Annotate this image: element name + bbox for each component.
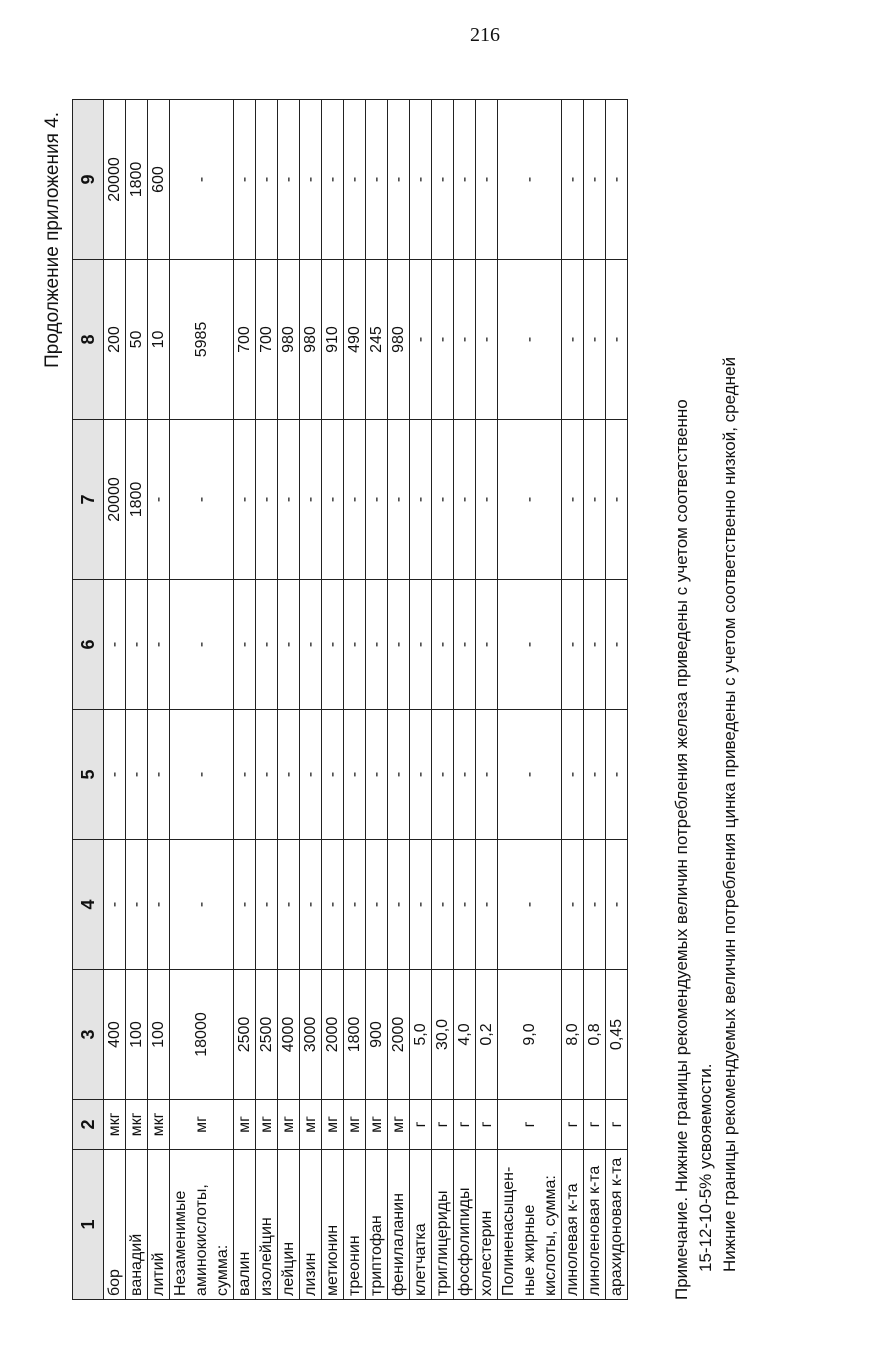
- column-header: 8: [73, 260, 104, 420]
- table-cell: -: [278, 580, 300, 710]
- note-line-2: 15-12-10-5% усвояемости.: [696, 1063, 715, 1272]
- table-cell: -: [170, 580, 234, 710]
- row-name-cell: триглицериды: [432, 1150, 454, 1300]
- table-cell: -: [344, 100, 366, 260]
- table-cell: 400: [104, 970, 126, 1100]
- table-cell: -: [584, 420, 606, 580]
- table-cell: г: [562, 1100, 584, 1150]
- table-cell: -: [584, 580, 606, 710]
- table-cell: мкг: [104, 1100, 126, 1150]
- table-row: [366, 100, 388, 1300]
- table-cell: 5,0: [410, 970, 432, 1100]
- table-cell: -: [234, 580, 256, 710]
- nutrient-table: [72, 99, 628, 1300]
- table-cell: -: [278, 840, 300, 970]
- table-cell: -: [562, 580, 584, 710]
- row-name-cell: фенилаланин: [388, 1150, 410, 1300]
- table-row: [584, 100, 606, 1300]
- table-cell: -: [366, 420, 388, 580]
- table-row: [104, 100, 126, 1300]
- column-header: 6: [73, 580, 104, 710]
- table-row: [432, 100, 454, 1300]
- table-cell: мкг: [126, 1100, 148, 1150]
- row-name-cell: арахидоновая к-та: [606, 1150, 628, 1300]
- page-number: 216: [470, 24, 500, 46]
- table-cell: -: [476, 710, 498, 840]
- table-cell: -: [410, 580, 432, 710]
- table-cell: -: [432, 840, 454, 970]
- table-cell: мг: [300, 1100, 322, 1150]
- table-cell: -: [234, 710, 256, 840]
- table-cell: -: [366, 840, 388, 970]
- table-row: [148, 100, 170, 1300]
- table-row: [410, 100, 432, 1300]
- table-cell: мг: [278, 1100, 300, 1150]
- table-cell: 980: [278, 260, 300, 420]
- table-cell: 490: [344, 260, 366, 420]
- table-cell: -: [476, 100, 498, 260]
- column-header: 4: [73, 840, 104, 970]
- table-cell: 700: [234, 260, 256, 420]
- table-cell: -: [148, 580, 170, 710]
- row-name-cell: фосфолипиды: [454, 1150, 476, 1300]
- table-cell: 20000: [104, 100, 126, 260]
- row-name-cell: лейцин: [278, 1150, 300, 1300]
- table-cell: -: [234, 100, 256, 260]
- table-cell: 30,0: [432, 970, 454, 1100]
- table-cell: 0,45: [606, 970, 628, 1100]
- note-line-3: Нижние границы рекомендуемых величин потребления цинка приведены с учетом соответственно низкой, средней: [720, 357, 739, 1272]
- table-cell: -: [148, 840, 170, 970]
- table-cell: -: [278, 420, 300, 580]
- table-cell: -: [562, 260, 584, 420]
- table-cell: -: [256, 580, 278, 710]
- table-cell: 2000: [388, 970, 410, 1100]
- table-cell: -: [584, 840, 606, 970]
- table-row: [606, 100, 628, 1300]
- table-cell: -: [366, 100, 388, 260]
- table-cell: г: [432, 1100, 454, 1150]
- table-cell: 245: [366, 260, 388, 420]
- table-cell: 4,0: [454, 970, 476, 1100]
- table-cell: -: [388, 840, 410, 970]
- table-cell: 5985: [170, 260, 234, 420]
- table-cell: -: [256, 420, 278, 580]
- table-cell: 700: [256, 260, 278, 420]
- table-cell: -: [454, 710, 476, 840]
- column-header: 1: [73, 1150, 104, 1300]
- table-cell: -: [256, 840, 278, 970]
- table-cell: -: [300, 580, 322, 710]
- table-cell: -: [498, 420, 562, 580]
- table-cell: -: [126, 840, 148, 970]
- table-row: [562, 100, 584, 1300]
- table-cell: -: [170, 840, 234, 970]
- table-row: [256, 100, 278, 1300]
- table-cell: -: [148, 710, 170, 840]
- table-cell: 100: [148, 970, 170, 1100]
- table-cell: мг: [366, 1100, 388, 1150]
- table-cell: -: [344, 420, 366, 580]
- table-cell: мг: [234, 1100, 256, 1150]
- table-body: [104, 100, 628, 1300]
- table-row: [278, 100, 300, 1300]
- row-name-cell: треонин: [344, 1150, 366, 1300]
- table-cell: -: [256, 710, 278, 840]
- table-cell: -: [410, 260, 432, 420]
- table-row: [300, 100, 322, 1300]
- table-cell: -: [170, 710, 234, 840]
- table-cell: -: [562, 420, 584, 580]
- column-header: 7: [73, 420, 104, 580]
- table-cell: -: [388, 100, 410, 260]
- table-cell: -: [322, 100, 344, 260]
- table-cell: 20000: [104, 420, 126, 580]
- table-cell: 2500: [256, 970, 278, 1100]
- table-cell: 3000: [300, 970, 322, 1100]
- row-name-cell: линоленовая к-та: [584, 1150, 606, 1300]
- table-cell: -: [322, 840, 344, 970]
- table-cell: -: [432, 420, 454, 580]
- table-cell: -: [126, 710, 148, 840]
- table-caption: Продолжение приложения 4.: [42, 112, 63, 368]
- table-cell: -: [300, 710, 322, 840]
- table-cell: 1800: [344, 970, 366, 1100]
- table-cell: -: [606, 840, 628, 970]
- row-name-cell: линолевая к-та: [562, 1150, 584, 1300]
- table-cell: мкг: [148, 1100, 170, 1150]
- table-cell: -: [300, 420, 322, 580]
- row-name-cell: бор: [104, 1150, 126, 1300]
- table-cell: 2500: [234, 970, 256, 1100]
- row-name-cell: валин: [234, 1150, 256, 1300]
- table-cell: -: [344, 710, 366, 840]
- table-cell: -: [498, 580, 562, 710]
- table-row: [454, 100, 476, 1300]
- row-name-cell: литий: [148, 1150, 170, 1300]
- table-cell: -: [476, 260, 498, 420]
- table-cell: -: [366, 710, 388, 840]
- table-cell: мг: [322, 1100, 344, 1150]
- table-cell: -: [366, 580, 388, 710]
- table-cell: 0,2: [476, 970, 498, 1100]
- table-cell: -: [584, 260, 606, 420]
- row-name-cell: лизин: [300, 1150, 322, 1300]
- table-cell: -: [454, 420, 476, 580]
- row-name-cell: метионин: [322, 1150, 344, 1300]
- table-cell: -: [410, 420, 432, 580]
- table-cell: -: [432, 260, 454, 420]
- table-cell: мг: [344, 1100, 366, 1150]
- column-header: 2: [73, 1100, 104, 1150]
- table-cell: мг: [388, 1100, 410, 1150]
- table-cell: -: [606, 260, 628, 420]
- table-cell: г: [606, 1100, 628, 1150]
- table-cell: 10: [148, 260, 170, 420]
- table-cell: -: [410, 100, 432, 260]
- table-cell: 0,8: [584, 970, 606, 1100]
- table-cell: мг: [170, 1100, 234, 1150]
- table-cell: 910: [322, 260, 344, 420]
- row-name-cell: холестерин: [476, 1150, 498, 1300]
- table-cell: г: [476, 1100, 498, 1150]
- table-cell: 1800: [126, 100, 148, 260]
- table-cell: -: [476, 420, 498, 580]
- table-cell: 50: [126, 260, 148, 420]
- table-cell: -: [170, 420, 234, 580]
- table-row: [388, 100, 410, 1300]
- table-row: [170, 100, 234, 1300]
- table-cell: -: [562, 100, 584, 260]
- row-name-cell: ванадий: [126, 1150, 148, 1300]
- table-cell: 8,0: [562, 970, 584, 1100]
- column-header: 3: [73, 970, 104, 1100]
- table-row: [126, 100, 148, 1300]
- table-cell: -: [606, 710, 628, 840]
- table-cell: -: [278, 710, 300, 840]
- table-cell: -: [498, 100, 562, 260]
- table-cell: -: [300, 840, 322, 970]
- table-cell: -: [498, 840, 562, 970]
- row-name-cell: триптофан: [366, 1150, 388, 1300]
- table-cell: -: [104, 840, 126, 970]
- table-cell: -: [476, 580, 498, 710]
- table-cell: 200: [104, 260, 126, 420]
- table-cell: -: [148, 420, 170, 580]
- table-cell: -: [234, 420, 256, 580]
- table-cell: 1800: [126, 420, 148, 580]
- table-cell: -: [104, 580, 126, 710]
- table-row: [344, 100, 366, 1300]
- table-cell: -: [454, 580, 476, 710]
- table-row: [234, 100, 256, 1300]
- table-cell: 9,0: [498, 970, 562, 1100]
- table-cell: 980: [388, 260, 410, 420]
- row-name-cell: Незаменимые аминокислоты, сумма:: [170, 1150, 234, 1300]
- header-row: [73, 100, 104, 1300]
- table-cell: -: [498, 710, 562, 840]
- table-cell: 2000: [322, 970, 344, 1100]
- table-cell: мг: [256, 1100, 278, 1150]
- table-row: [476, 100, 498, 1300]
- table-cell: -: [432, 710, 454, 840]
- table-row: [322, 100, 344, 1300]
- table-cell: -: [300, 100, 322, 260]
- table-cell: -: [104, 710, 126, 840]
- table-cell: -: [126, 580, 148, 710]
- table-cell: 900: [366, 970, 388, 1100]
- table-cell: -: [584, 100, 606, 260]
- table-cell: -: [454, 100, 476, 260]
- table-cell: -: [562, 840, 584, 970]
- table-cell: -: [388, 420, 410, 580]
- table-cell: -: [454, 840, 476, 970]
- note-line-1: Примечание. Нижние границы рекомендуемых величин потребления железа приведены с учетом соответственно: [672, 399, 691, 1300]
- table-cell: -: [606, 580, 628, 710]
- row-name-cell: Полиненасыщен-ные жирные кислоты, сумма:: [498, 1150, 562, 1300]
- table-cell: 600: [148, 100, 170, 260]
- table-cell: -: [388, 710, 410, 840]
- table-cell: -: [454, 260, 476, 420]
- table-cell: -: [278, 100, 300, 260]
- table-cell: -: [432, 580, 454, 710]
- table-cell: -: [606, 420, 628, 580]
- table-cell: -: [234, 840, 256, 970]
- table-cell: -: [410, 710, 432, 840]
- table-cell: -: [322, 580, 344, 710]
- rotated-page-content: [40, 100, 820, 1300]
- table-cell: -: [322, 710, 344, 840]
- row-name-cell: изолейцин: [256, 1150, 278, 1300]
- table-cell: г: [454, 1100, 476, 1150]
- table-cell: -: [388, 580, 410, 710]
- table-cell: -: [344, 840, 366, 970]
- table-cell: 100: [126, 970, 148, 1100]
- table-cell: -: [344, 580, 366, 710]
- table-cell: -: [584, 710, 606, 840]
- table-cell: -: [606, 100, 628, 260]
- table-cell: -: [322, 420, 344, 580]
- table-cell: 980: [300, 260, 322, 420]
- column-header: 9: [73, 100, 104, 260]
- column-header: 5: [73, 710, 104, 840]
- row-name-cell: клетчатка: [410, 1150, 432, 1300]
- table-cell: 4000: [278, 970, 300, 1100]
- table-cell: г: [584, 1100, 606, 1150]
- table-cell: -: [256, 100, 278, 260]
- table-cell: г: [498, 1100, 562, 1150]
- table-cell: -: [476, 840, 498, 970]
- table-cell: -: [170, 100, 234, 260]
- table-cell: -: [498, 260, 562, 420]
- notes: [670, 100, 742, 1300]
- table-cell: -: [562, 710, 584, 840]
- table-cell: -: [432, 100, 454, 260]
- table-cell: -: [410, 840, 432, 970]
- table-row: [498, 100, 562, 1300]
- table-cell: г: [410, 1100, 432, 1150]
- table-cell: 18000: [170, 970, 234, 1100]
